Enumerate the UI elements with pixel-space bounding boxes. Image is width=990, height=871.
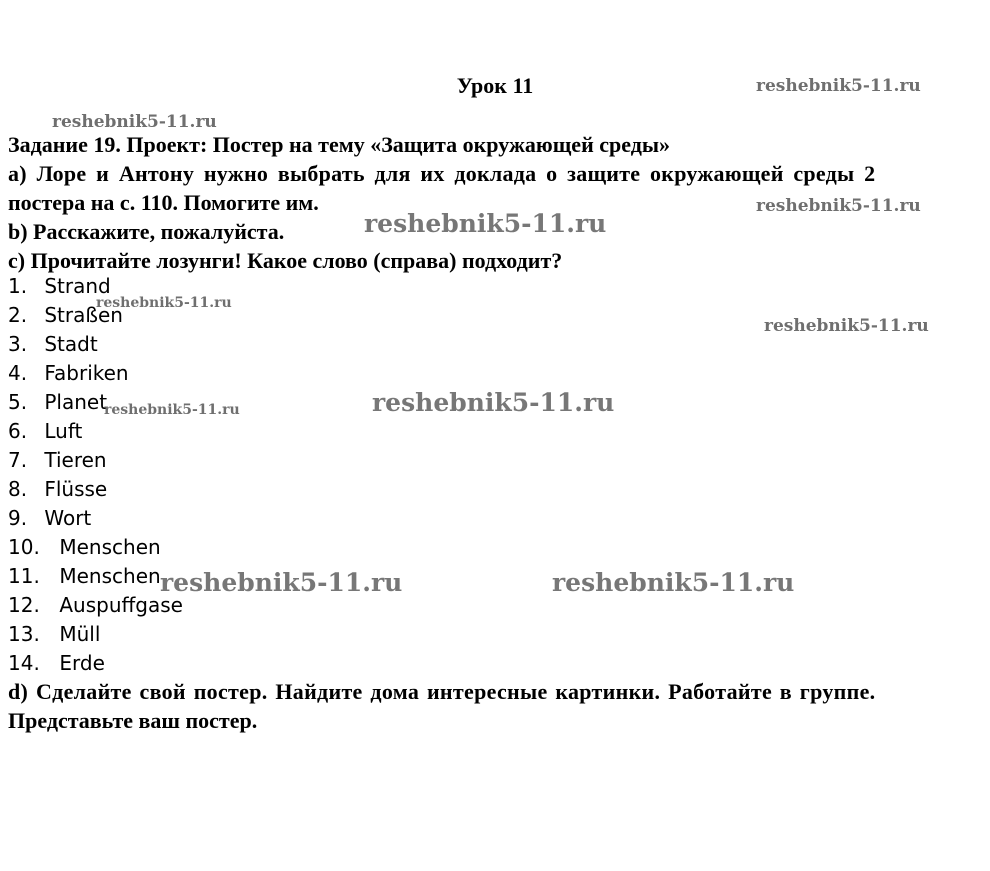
item-number: 10. [8, 535, 40, 559]
list-item [8, 620, 183, 649]
list-item [8, 533, 183, 562]
item-number: 1. [8, 274, 28, 298]
part-a-line-2: постера на с. 110. Помогите им. [8, 190, 319, 215]
item-number: 5. [8, 390, 28, 414]
watermark: reshebnik5-11.ru [756, 76, 921, 96]
item-word: Müll [59, 622, 101, 646]
item-word: Straßen [44, 303, 123, 327]
item-word: Fabriken [44, 361, 129, 385]
watermark: reshebnik5-11.ru [160, 568, 403, 597]
item-word: Luft [44, 419, 83, 443]
item-word: Planet [44, 390, 108, 414]
list-item [8, 330, 183, 359]
item-number: 14. [8, 651, 40, 675]
part-d-line-2: Представьте ваш постер. [8, 708, 258, 733]
item-word: Tieren [44, 448, 107, 472]
part-a-line-1: a) Лоре и Антону нужно выбрать для их доклада о защите окружающей среды 2 [8, 161, 876, 186]
item-number: 6. [8, 419, 28, 443]
item-word: Strand [44, 274, 111, 298]
list-item [8, 475, 183, 504]
item-word: Erde [59, 651, 105, 675]
item-number: 3. [8, 332, 28, 356]
item-number: 2. [8, 303, 28, 327]
list-item [8, 446, 183, 475]
watermark: reshebnik5-11.ru [764, 316, 929, 336]
list-item [8, 504, 183, 533]
item-word: Auspuffgase [59, 593, 183, 617]
watermark: reshebnik5-11.ru [372, 388, 615, 417]
list-item [8, 562, 183, 591]
item-number: 4. [8, 361, 28, 385]
watermark: reshebnik5-11.ru [52, 112, 217, 132]
item-number: 9. [8, 506, 28, 530]
watermark: reshebnik5-11.ru [552, 568, 795, 597]
watermark: reshebnik5-11.ru [104, 402, 240, 418]
item-number: 7. [8, 448, 28, 472]
list-item [8, 359, 183, 388]
part-d-line-1: d) Сделайте свой постер. Найдите дома интересные картинки. Работайте в группе. [8, 679, 876, 704]
item-number: 13. [8, 622, 40, 646]
part-b-text: b) Расскажите, пожалуйста. [8, 219, 285, 244]
item-word: Menschen [59, 564, 161, 588]
item-number: 12. [8, 593, 40, 617]
watermark: reshebnik5-11.ru [364, 209, 607, 238]
watermark: reshebnik5-11.ru [756, 196, 921, 216]
watermark: reshebnik5-11.ru [96, 295, 232, 311]
part-d-block [8, 677, 983, 735]
item-number: 8. [8, 477, 28, 501]
list-item [8, 417, 183, 446]
list-item [8, 649, 183, 678]
part-c-text: c) Прочитайте лозунги! Какое слово (справа) подходит? [8, 248, 563, 273]
item-word: Stadt [44, 332, 98, 356]
list-item [8, 591, 183, 620]
item-word: Flüsse [44, 477, 108, 501]
lesson-title: Урок 11 [456, 73, 534, 98]
task-title: Задание 19. Проект: Постер на тему «Защита окружающей среды» [8, 132, 671, 157]
answer-list [8, 272, 183, 678]
item-word: Wort [44, 506, 92, 530]
item-number: 11. [8, 564, 40, 588]
item-word: Menschen [59, 535, 161, 559]
